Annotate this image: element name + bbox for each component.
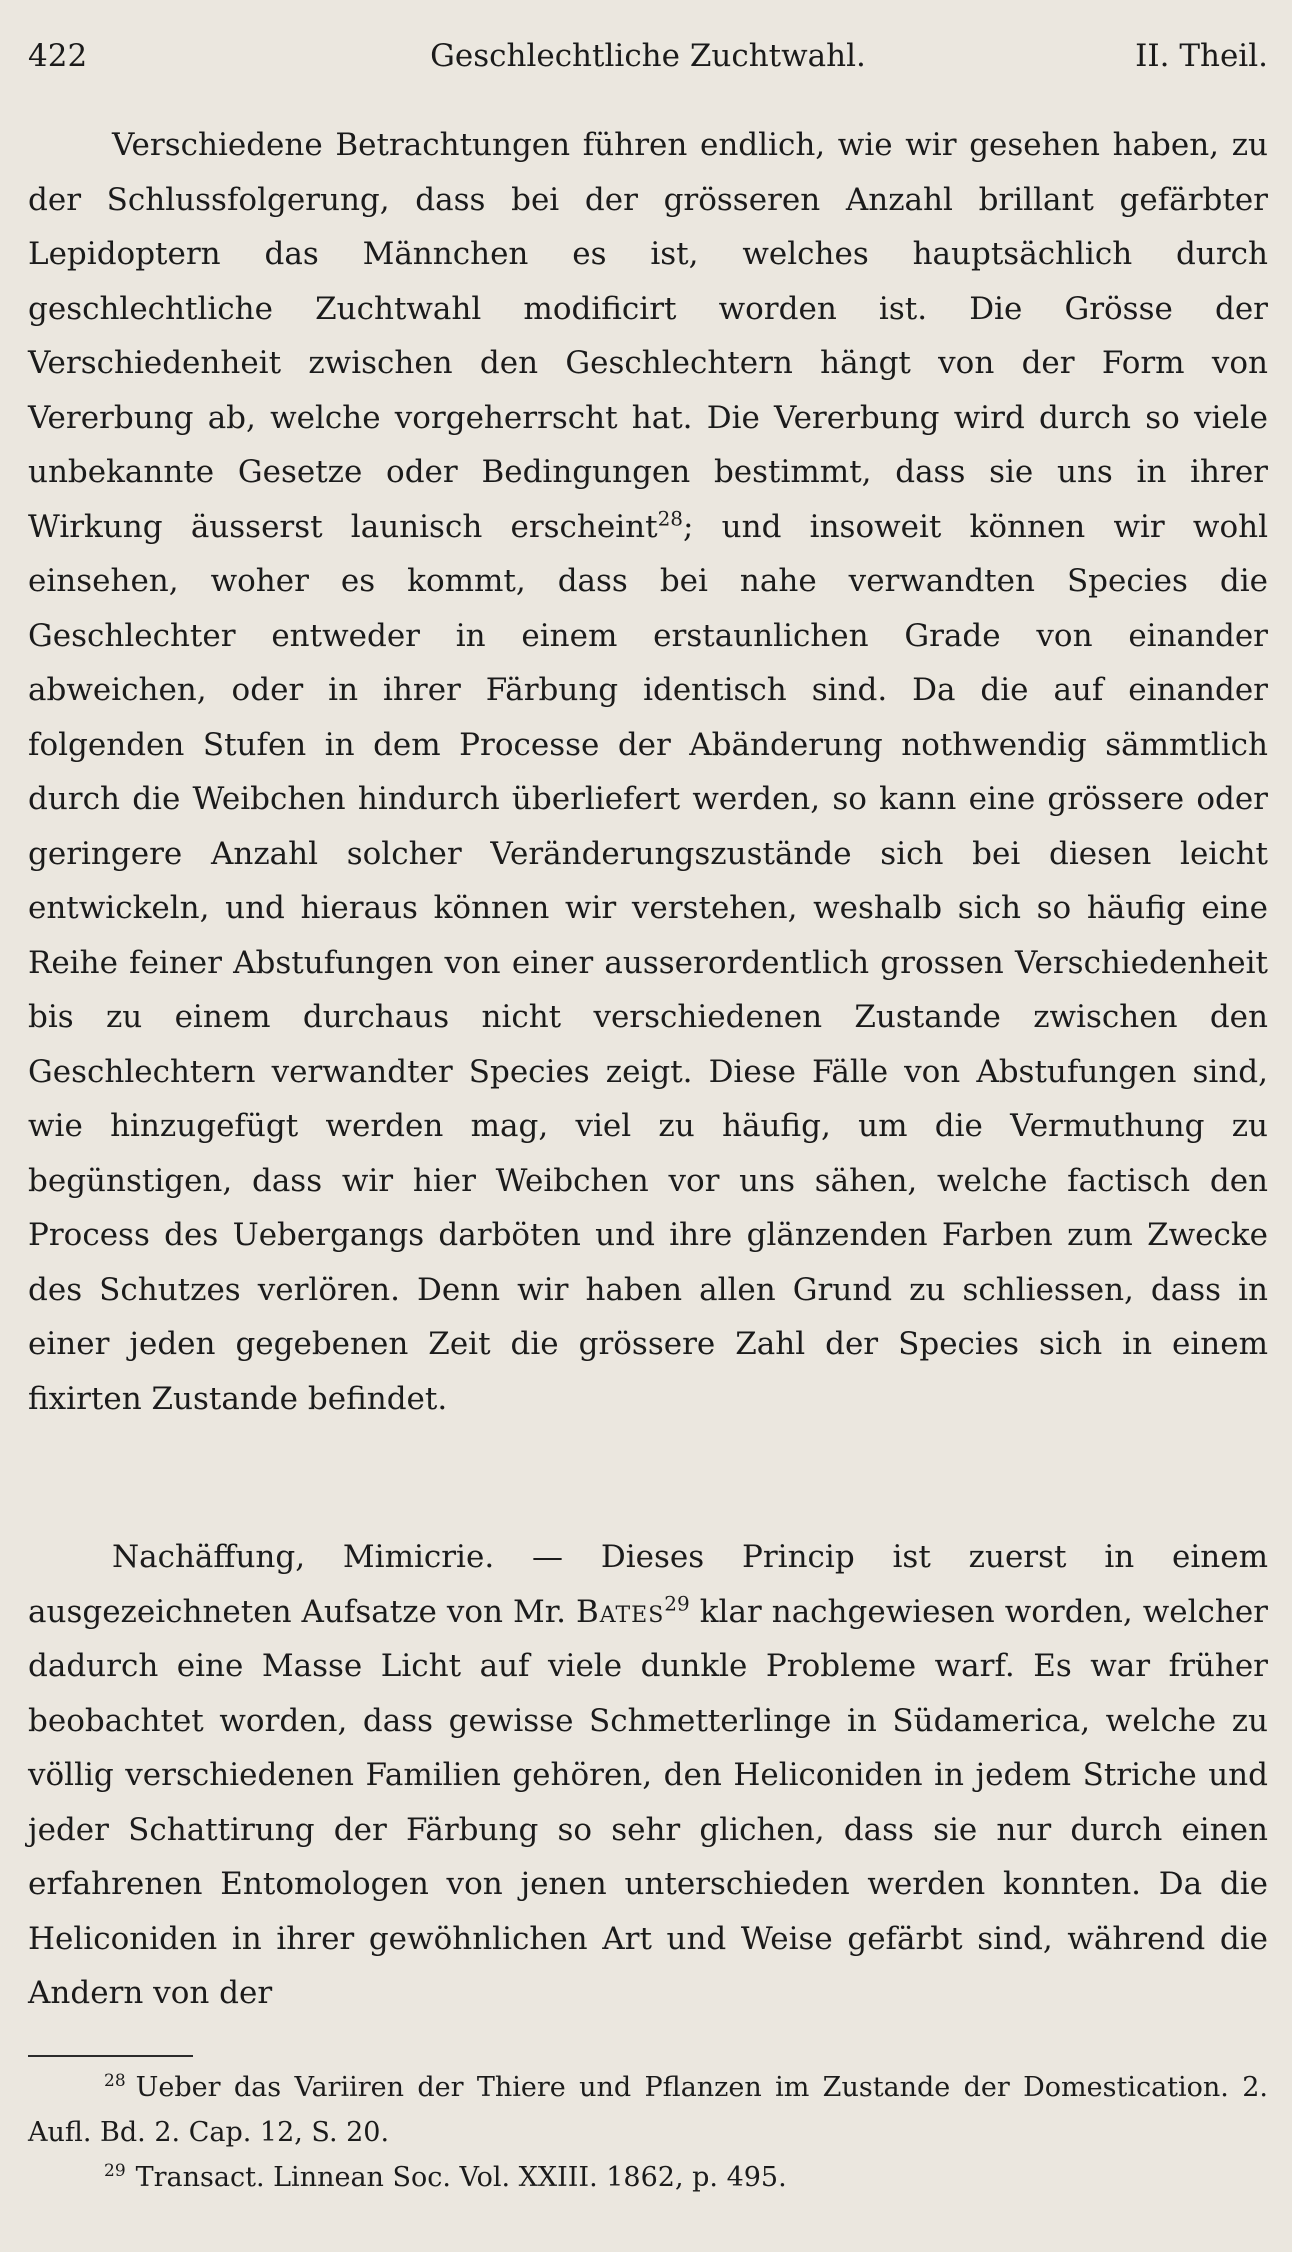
- footnote-divider: [28, 2055, 193, 2057]
- author-name: Bates: [576, 1593, 665, 1630]
- section-heading: Nachäffung, Mimicrie.: [112, 1539, 495, 1575]
- footnote: [28, 2065, 1268, 2155]
- footnotes: [28, 2065, 1268, 2200]
- footnote-reference: 28: [657, 506, 684, 531]
- footnote-mark: 28: [104, 2071, 126, 2091]
- footnote: [28, 2155, 1268, 2200]
- paragraph-mimicry: [28, 1530, 1268, 2021]
- page-number: 422: [28, 38, 88, 74]
- paragraph-text: klar nachgewiesen worden, welcher dadurch eine Masse Licht auf viele dunkle Probleme warf. Es war früher beobachtet worden, dass gewisse Schmetterlinge in Südamerica, welche zu völlig verschiedenen Familien gehören, den Heliconiden in jedem Striche und jeder Schattirung der Färbung so sehr glichen, dass sie nur durch einen erfahrenen Entomologen von jenen unterschieden werden konnten. Da die Heliconiden in ihrer gewöhnlichen Art und Weise gefärbt sind, während die Andern von der: [28, 1593, 1268, 2011]
- footnote-text: Ueber das Variiren der Thiere und Pflanzen im Zustande der Domestication. 2. Aufl. Bd. 2. Cap. 12, S. 20.: [28, 2072, 1268, 2148]
- running-title: Geschlechtliche Zuchtwahl.: [430, 38, 866, 74]
- footnote-reference: 29: [664, 1591, 690, 1616]
- footnote-text: Transact. Linnean Soc. Vol. XXIII. 1862, p. 495.: [135, 2162, 787, 2193]
- paragraph-text: Verschiedene Betrachtungen führen endlich, wie wir gesehen haben, zu der Schlussfolgerung, dass bei der grösseren Anzahl brillant gefärbter Lepidoptern das Männchen es ist, welches hauptsächlich durch geschlechtliche Zuchtwahl modificirt worden ist. Die Grösse der Verschiedenheit zwischen den Geschlechtern hängt von der Form von Vererbung ab, welche vorgeherrscht hat. Die Vererbung wird durch so viele unbekannte Gesetze oder Bedingungen bestimmt, dass sie uns in ihrer Wirkung äusserst launisch erscheint: [28, 127, 1268, 545]
- paragraph-text: — Dieses Princip ist zuerst in einem ausgezeichneten Aufsatze von Mr.: [28, 1539, 1269, 1630]
- paragraph-inheritance: [28, 118, 1268, 1426]
- footnote-mark: 29: [104, 2161, 126, 2181]
- part-label: II. Theil.: [1135, 38, 1268, 74]
- paragraph-text: ; und insoweit können wir wohl einsehen, woher es kommt, dass bei nahe verwandten Species die Geschlechter entweder in einem erstaunlichen Grade von einander abweichen, oder in ihrer Färbung identisch sind. Da die auf einander folgenden Stufen in dem Processe der Abänderung nothwendig sämmtlich durch die Weibchen hindurch überliefert werden, so kann eine grössere oder geringere Anzahl solcher Veränderungszustände sich bei diesen leicht entwickeln, und hieraus können wir verstehen, weshalb sich so häufig eine Reihe feiner Abstufungen von einer ausserordentlich grossen Verschiedenheit bis zu einem durchaus nicht verschiedenen Zustande zwischen den Geschlechtern verwandter Species zeigt. Diese Fälle von Abstufungen sind, wie hinzugefügt werden mag, viel zu häufig, um die Vermuthung zu begünstigen, dass wir hier Weibchen vor uns sähen, welche factisch den Process des Uebergangs darböten und ihre glänzenden Farben zum Zwecke des Schutzes verlören. Denn wir haben allen Grund zu schliessen, dass in einer jeden gegebenen Zeit die grössere Zahl der Species sich in einem fixirten Zustande befindet.: [28, 508, 1268, 1417]
- page-header: [28, 34, 1268, 78]
